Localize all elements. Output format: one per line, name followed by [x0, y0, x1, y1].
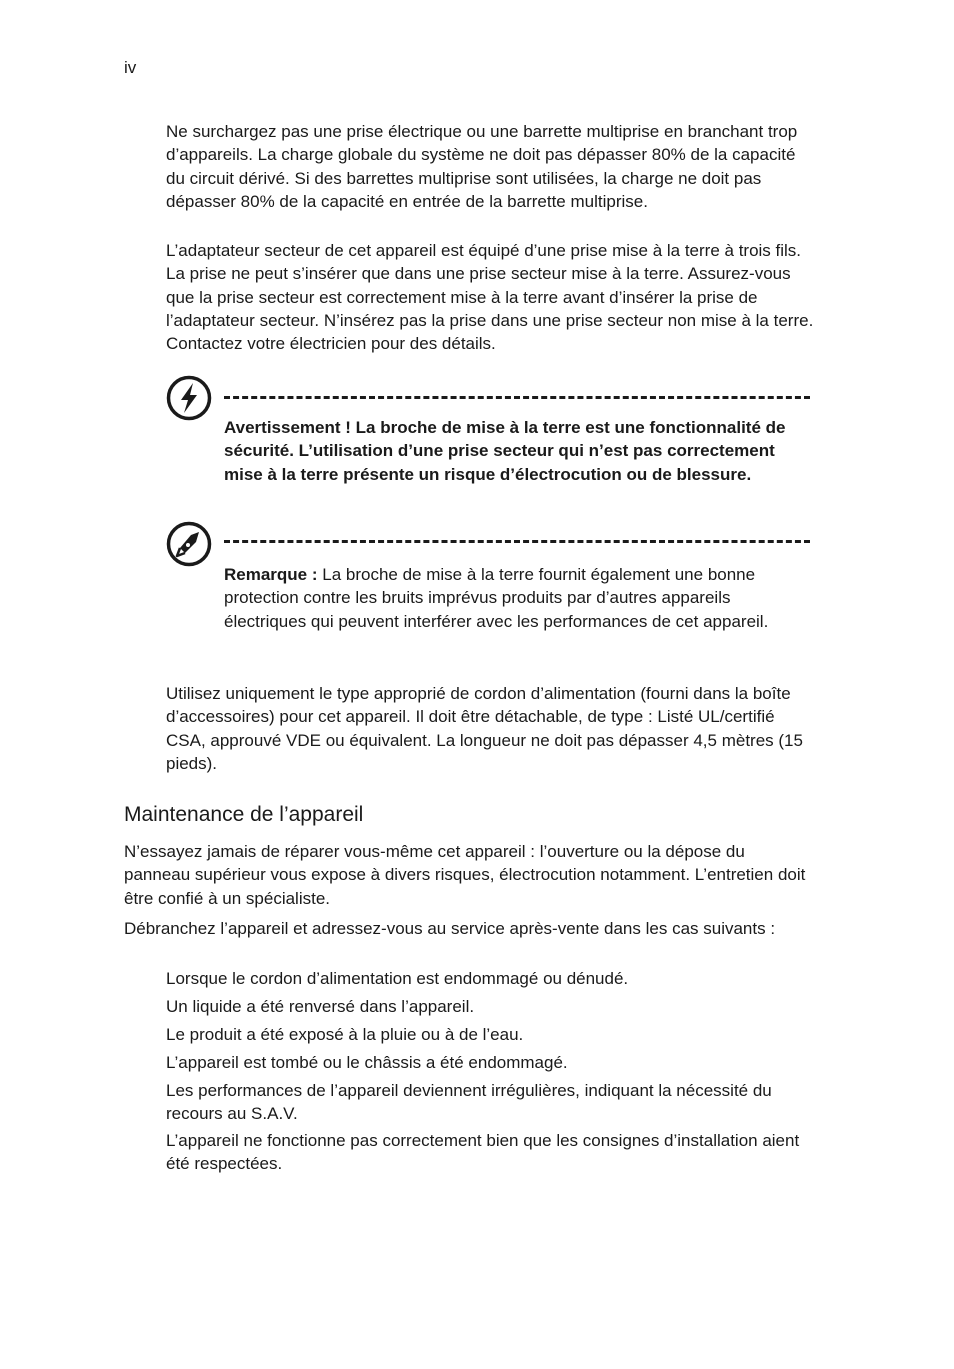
note-body: La broche de mise à la terre fournit également une bonne protection contre les bruits imprévus produits par d’autres appareils électriques qui peuvent interférer avec les performances de cet appareil. [224, 565, 769, 631]
warning-text: Avertissement ! La broche de mise à la terre est une fonctionnalité de sécurité. L’utilisation d’une prise secteur qui n’est pas correctement mise à la terre présente un risque d’électrocution ou de blessure. [224, 418, 786, 484]
note-label: Remarque : [224, 565, 318, 584]
list-item: L’appareil est tombé ou le châssis a été endommagé. [166, 1053, 568, 1072]
cord-paragraph: Utilisez uniquement le type approprié de cordon d’alimentation (fourni dans la boîte d’accessoires) pour cet appareil. Il doit être détachable, de type : Listé UL/certifié CSA, approuvé VDE ou équivalent. La longueur ne doit pas dépasser 4,5 mètres (15 pieds). [166, 684, 803, 773]
section-heading: Maintenance de l’appareil [124, 803, 364, 826]
list-item: Les performances de l’appareil deviennent irrégulières, indiquant la nécessité du recours au S.A.V. [166, 1081, 772, 1124]
lightning-warning-icon [166, 375, 212, 421]
cases-intro: Débranchez l’appareil et adressez-vous au service après-vente dans les cas suivants : [124, 919, 776, 938]
list-item: Un liquide a été renversé dans l’appareil. [166, 997, 475, 1016]
warning-divider [224, 396, 810, 399]
note-divider [224, 540, 810, 543]
pen-note-icon [166, 521, 212, 567]
list-item: Le produit a été exposé à la pluie ou à de l’eau. [166, 1025, 524, 1044]
maintenance-intro: N’essayez jamais de réparer vous-même cet appareil : l’ouverture ou la dépose du panneau supérieur vous expose à divers risques, électrocution notamment. L’entretien doit être confié à un spécialiste. [124, 842, 806, 908]
note-text [224, 563, 814, 633]
adapter-paragraph: L’adaptateur secteur de cet appareil est équipé d’une prise mise à la terre à trois fils. La prise ne peut s’insérer que dans une prise secteur mise à la terre. Assurez-vous que la prise secteur est correctement mise à la terre avant d’insérer la prise de l’adaptateur secteur. N’insérez pas la prise dans une prise secteur non mise à la terre. Contactez votre électricien pour des détails. [166, 241, 814, 354]
list-item: L’appareil ne fonctionne pas correctement bien que les consignes d’installation aient été respectées. [166, 1131, 800, 1174]
page-number: iv [124, 58, 137, 77]
overload-paragraph: Ne surchargez pas une prise électrique ou une barrette multiprise en branchant trop d’appareils. La charge globale du système ne doit pas dépasser 80% de la capacité du circuit dérivé. Si des barrettes multiprise sont utilisées, la charge ne doit pas dépasser 80% de la capacité en entrée de la barrette multiprise. [166, 122, 798, 211]
list-item: Lorsque le cordon d’alimentation est endommagé ou dénudé. [166, 969, 629, 988]
